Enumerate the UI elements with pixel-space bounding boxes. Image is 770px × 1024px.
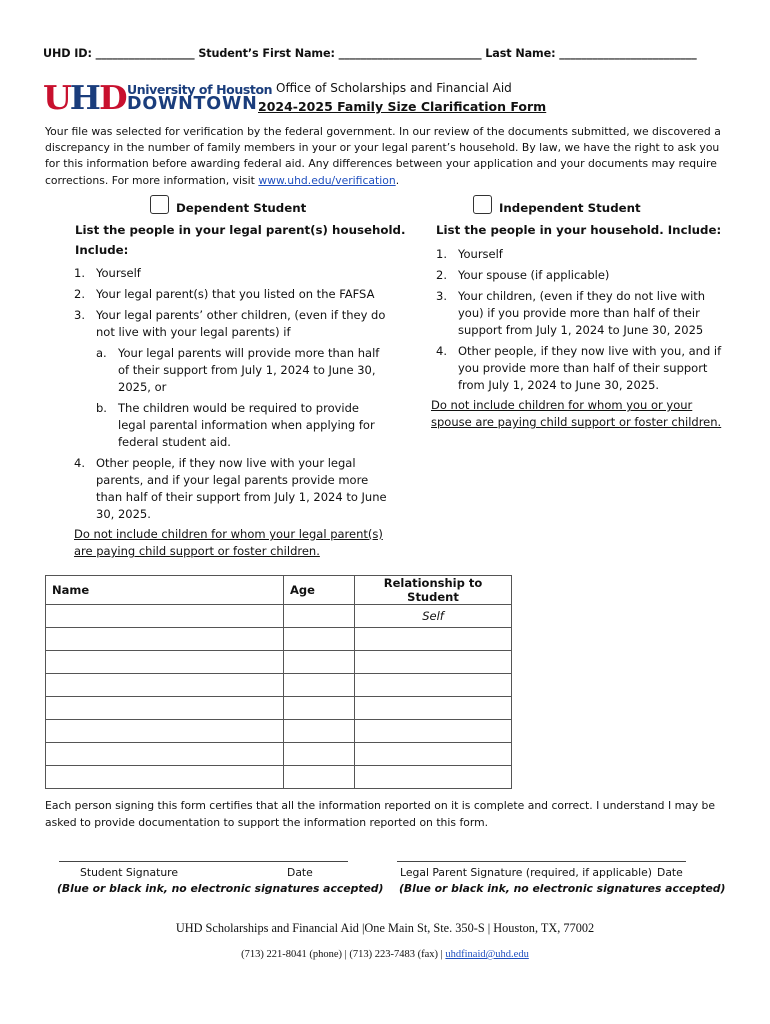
name-cell[interactable] <box>46 743 284 766</box>
item-text: Yourself <box>96 266 141 280</box>
independent-student-label: Independent Student <box>499 201 641 215</box>
office-name: Office of Scholarships and Financial Aid <box>276 81 512 95</box>
dependent-note: Do not include children for whom your legal parent(s) are paying child support or foster children. <box>74 527 383 558</box>
relationship-cell[interactable] <box>355 720 512 743</box>
list-item <box>74 307 389 341</box>
dependent-heading: List the people in your legal parent(s) household. <box>75 223 406 237</box>
subitem-text: The children would be required to provide legal parental information when applying for federal student aid. <box>118 401 375 449</box>
item-number: 4. <box>74 456 85 470</box>
table-row <box>46 605 512 628</box>
col-header-name: Name <box>46 576 284 605</box>
form-title: 2024-2025 Family Size Clarification Form <box>258 99 547 114</box>
relationship-cell[interactable] <box>355 743 512 766</box>
age-cell[interactable] <box>284 674 355 697</box>
relationship-cell[interactable] <box>355 651 512 674</box>
list-item <box>74 265 389 282</box>
item-number: 2. <box>436 268 447 282</box>
col-header-relationship: Relationship to Student <box>355 576 512 605</box>
table-row <box>46 766 512 789</box>
student-signature-label: Student Signature <box>80 866 179 879</box>
footer-contact <box>0 949 770 960</box>
dependent-student-label: Dependent Student <box>176 201 307 215</box>
dependent-list <box>74 265 389 560</box>
parent-signature-line[interactable] <box>397 861 686 862</box>
table-row <box>46 743 512 766</box>
item-text: Your legal parent(s) that you listed on the FAFSA <box>96 287 375 301</box>
footer-address: UHD Scholarships and Financial Aid |One Main St, Ste. 350-S | Houston, TX, 77002 <box>175 921 595 935</box>
name-cell[interactable] <box>46 766 284 789</box>
item-number: 3. <box>436 289 447 303</box>
list-item <box>436 288 726 339</box>
student-date-label: Date <box>287 866 313 879</box>
household-table <box>45 575 512 789</box>
subitem-letter: b. <box>96 401 107 415</box>
independent-note: Do not include children for whom you or your spouse are paying child support or foster children. <box>431 398 722 429</box>
list-item <box>436 267 726 284</box>
table-row <box>46 651 512 674</box>
relationship-cell[interactable] <box>355 697 512 720</box>
name-cell[interactable] <box>46 628 284 651</box>
item-text: Your spouse (if applicable) <box>458 268 610 282</box>
name-cell[interactable] <box>46 697 284 720</box>
id-name-line[interactable]: UHD ID: __________________ Student’s First Name: __________________________ Last Name: _________________________ <box>43 47 697 60</box>
uhd-logo <box>43 78 273 117</box>
logo-downtown-text: DOWNTOWN <box>127 94 258 114</box>
subitem-letter: a. <box>96 346 107 360</box>
footer-phone-fax: (713) 221-8041 (phone) | (713) 223-7483 (fax) | <box>241 949 446 960</box>
item-number: 3. <box>74 308 85 322</box>
independent-list <box>436 246 726 394</box>
independent-heading: List the people in your household. Include: <box>436 223 722 237</box>
relationship-cell[interactable] <box>355 766 512 789</box>
age-cell[interactable] <box>284 743 355 766</box>
intro-paragraph <box>45 124 725 189</box>
item-text: Other people, if they now live with you, and if you provide more than half of their support from July 1, 2024 to June 30, 2025. <box>458 344 722 392</box>
age-cell[interactable] <box>284 720 355 743</box>
student-ink-note: (Blue or black ink, no electronic signatures accepted) <box>57 882 384 895</box>
table-row <box>46 697 512 720</box>
subitem-text: Your legal parents will provide more than half of their support from July 1, 2024 to June 30, 2025, or <box>118 346 380 394</box>
item-number: 2. <box>74 287 85 301</box>
age-cell[interactable] <box>284 628 355 651</box>
verification-link[interactable]: www.uhd.edu/verification <box>258 173 396 187</box>
logo-university-text: University of Houston <box>127 82 273 97</box>
table-row <box>46 720 512 743</box>
item-number: 4. <box>436 344 447 358</box>
list-item <box>74 455 389 523</box>
table-header-row <box>46 576 512 605</box>
intro-end: . <box>395 173 400 187</box>
item-text: Your legal parents’ other children, (even if they do not live with your legal parents) if <box>96 308 386 339</box>
relationship-cell[interactable] <box>355 674 512 697</box>
intro-text: Your file was selected for verification by the federal government. In our review of the documents submitted, we discovered a discrepancy in the number of family members in your or your legal parent’s household. By law, we have the right to ask you for this information before awarding federal aid. Any differences between your application and your documents may require corrections. For more information, visit <box>45 125 721 187</box>
name-cell[interactable] <box>46 674 284 697</box>
name-cell[interactable] <box>46 720 284 743</box>
relationship-cell[interactable]: Self <box>355 605 512 628</box>
item-text: Other people, if they now live with your legal parents, and if your legal parents provide more than half of their support from July 1, 2024 to June 30, 2025. <box>96 456 387 521</box>
item-number: 1. <box>74 266 85 280</box>
age-cell[interactable] <box>284 697 355 720</box>
list-item <box>74 286 389 303</box>
age-cell[interactable] <box>284 766 355 789</box>
student-signature-line[interactable] <box>59 861 348 862</box>
list-subitem <box>96 400 389 451</box>
list-item <box>436 246 726 263</box>
item-text: Your children, (even if they do not live with you) if you provide more than half of their support from July 1, 2024 to June 30, 2025 <box>458 289 706 337</box>
independent-student-checkbox[interactable] <box>473 195 492 214</box>
dependent-include: Include: <box>75 243 129 257</box>
relationship-cell[interactable] <box>355 628 512 651</box>
list-subitem <box>96 345 389 396</box>
parent-signature-label: Legal Parent Signature (required, if applicable) <box>400 866 653 879</box>
parent-date-label: Date <box>657 866 683 879</box>
table-row <box>46 674 512 697</box>
table-row <box>46 628 512 651</box>
age-cell[interactable] <box>284 605 355 628</box>
list-item <box>436 343 726 394</box>
item-text: Yourself <box>458 247 503 261</box>
item-number: 1. <box>436 247 447 261</box>
dependent-student-checkbox[interactable] <box>150 195 169 214</box>
name-cell[interactable] <box>46 651 284 674</box>
name-cell[interactable] <box>46 605 284 628</box>
age-cell[interactable] <box>284 651 355 674</box>
footer-email-link[interactable]: uhdfinaid@uhd.edu <box>445 949 529 960</box>
uhd-logo-mark: UHD <box>43 78 126 117</box>
parent-ink-note: (Blue or black ink, no electronic signatures accepted) <box>399 882 726 895</box>
certification-text: Each person signing this form certifies that all the information reported on it is complete and correct. I understand I may be asked to provide documentation to support the information reported on this form. <box>45 799 716 829</box>
col-header-age: Age <box>284 576 355 605</box>
